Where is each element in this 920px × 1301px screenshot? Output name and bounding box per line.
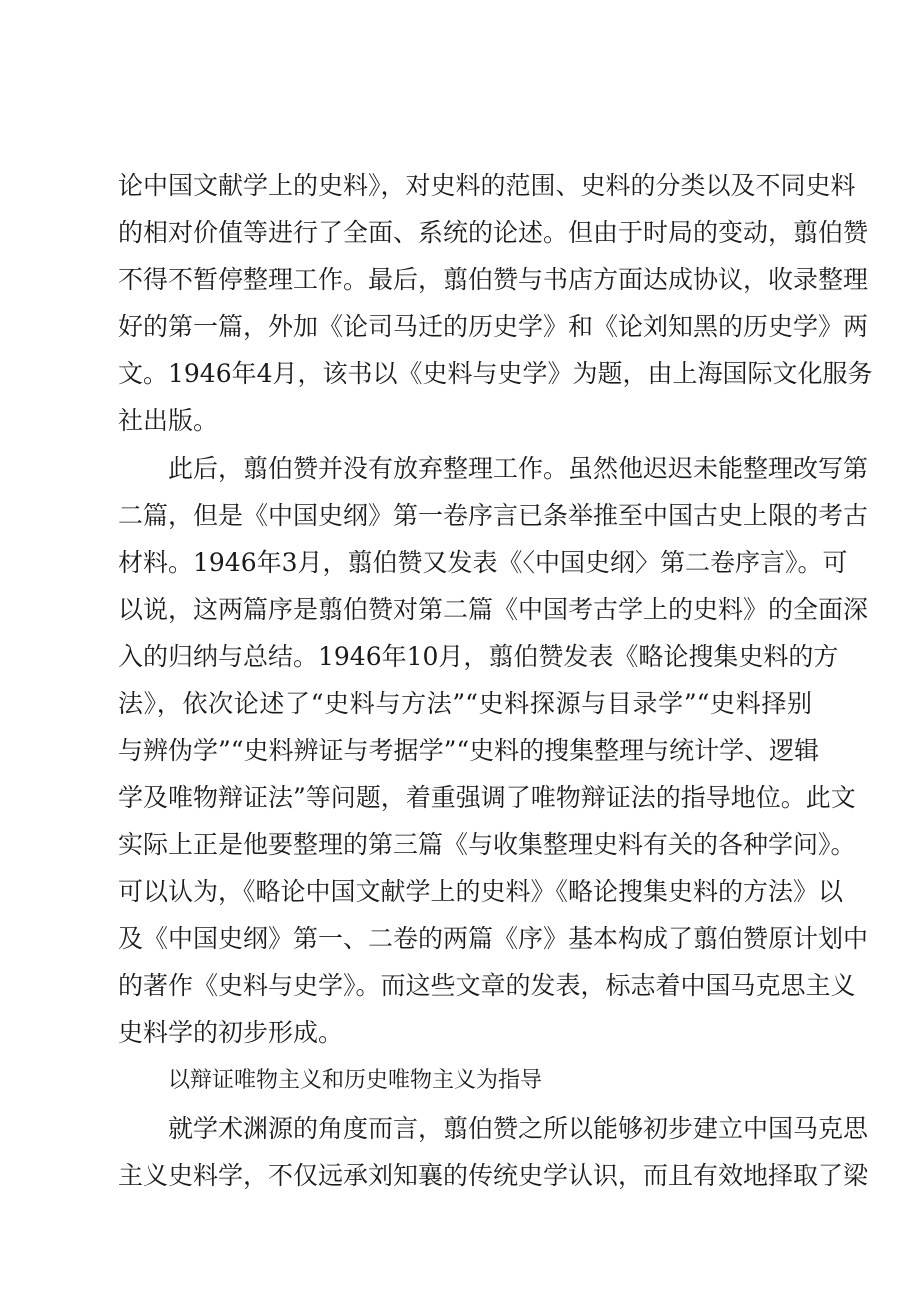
text-line: 文。1946年4月，该书以《史料与史学》为题，由上海国际文化服务 bbox=[118, 359, 873, 388]
text-line: 及《中国史纲》第一、二卷的两篇《序》基本构成了翦伯赞原计划中 bbox=[118, 924, 869, 953]
text-line: 材料。1946年3月，翦伯赞又发表《〈中国史纲〉第二卷序言》。可 bbox=[118, 548, 848, 577]
text-line: 的著作《史料与史学》。而这些文章的发表，标志着中国马克思主义 bbox=[118, 971, 856, 1000]
text-line: 实际上正是他要整理的第三篇《与收集整理史料有关的各种学问》。 bbox=[118, 830, 856, 859]
text-line: 法》，依次论述了“史料与方法”“史料探源与目录学”“史料择别 bbox=[118, 689, 812, 718]
section-subheading: 以辩证唯物主义和历史唯物主义为指导 bbox=[168, 1068, 543, 1093]
text-line: 就学术渊源的角度而言，翦伯赞之所以能够初步建立中国马克思 bbox=[168, 1114, 869, 1143]
text-line: 学及唯物辩证法”等问题，着重强调了唯物辩证法的指导地位。此文 bbox=[118, 783, 856, 812]
text-line: 入的归纳与总结。1946年10月，翦伯赞发表《略论搜集史料的方 bbox=[118, 642, 839, 671]
text-line: 以说，这两篇序是翦伯赞对第二篇《中国考古学上的史料》的全面深 bbox=[118, 595, 869, 624]
text-line: 史料学的初步形成。 bbox=[118, 1018, 344, 1047]
text-line: 此后，翦伯赞并没有放弃整理工作。虽然他迟迟未能整理改写第 bbox=[168, 454, 869, 483]
text-line: 不得不暂停整理工作。最后，翦伯赞与书店方面达成协议，收录整理 bbox=[118, 265, 869, 294]
text-line: 好的第一篇，外加《论司马迁的历史学》和《论刘知黑的历史学》两 bbox=[118, 312, 869, 341]
text-line: 主义史料学，不仅远承刘知襄的传统史学认识，而且有效地择取了梁 bbox=[118, 1161, 869, 1190]
text-line: 社出版。 bbox=[118, 406, 219, 435]
text-line: 论中国文献学上的史料》，对史料的范围、史料的分类以及不同史料 bbox=[118, 171, 856, 200]
text-line: 可以认为，《略论中国文献学上的史料》《略论搜集史料的方法》以 bbox=[118, 877, 844, 906]
text-line: 的相对价值等进行了全面、系统的论述。但由于时局的变动，翦伯赞 bbox=[118, 218, 869, 247]
text-line: 二篇，但是《中国史纲》第一卷序言已条举推至中国古史上限的考古 bbox=[118, 501, 869, 530]
text-line: 与辨伪学”“史料辨证与考据学”“史料的搜集整理与统计学、逻辑 bbox=[118, 736, 820, 765]
